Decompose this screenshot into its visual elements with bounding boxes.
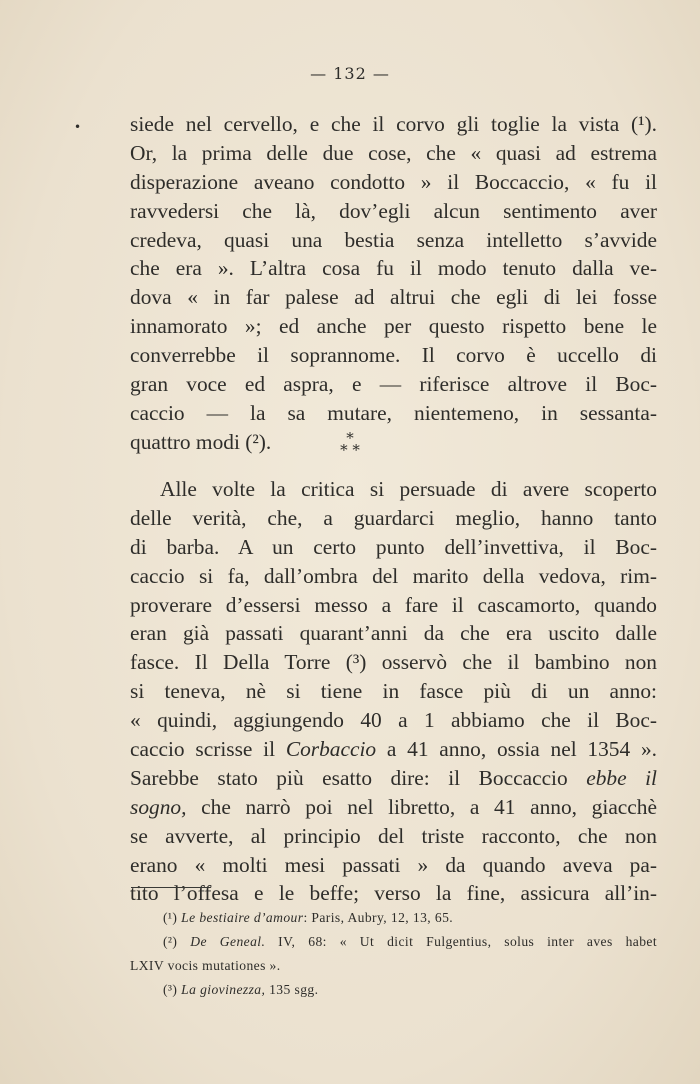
margin-mark: • <box>74 120 82 134</box>
text-line: erano « molti mesi passati » da quando aveva pa- <box>130 852 657 877</box>
text-line: che era ». L’altra cosa fu il modo tenuto dalla ve- <box>130 256 657 281</box>
footnote-3 <box>130 978 657 1002</box>
text-line-italic <box>130 764 657 793</box>
line-text: che narrò poi nel libretto, a 41 anno, giacchè <box>186 794 657 819</box>
line-text: caccio scrisse il <box>130 737 286 762</box>
line-text: a 41 anno, ossia nel 1354 ». <box>376 737 657 762</box>
footnote-1 <box>130 906 657 930</box>
footnotes <box>130 906 657 1002</box>
text-line: Alle volte la critica si persuade di avere scoperto <box>160 477 657 501</box>
footnote-text: 135 sgg. <box>265 982 319 997</box>
footnote-label: (²) <box>163 934 178 949</box>
text-line: si teneva, nè si tiene in fasce più di un anno: <box>130 679 657 704</box>
page-number: — 132 — <box>310 64 390 83</box>
text-line: quattro modi (²). <box>130 429 272 454</box>
footnote-text: IV, 68: « Ut dicit Fulgentius, solus inter aves habet <box>265 934 658 949</box>
footnote-2 <box>130 930 657 954</box>
text-line-italic <box>130 793 657 822</box>
footnote-2-continuation <box>130 954 657 978</box>
italic-phrase: sogno, <box>130 794 187 819</box>
footnote-title: De Geneal. <box>190 934 266 949</box>
text-line: dova « in far palese ad altrui che egli di lei fosse <box>130 285 657 310</box>
text-line: fasce. Il Della Torre (³) osservò che il bambino non <box>130 650 657 675</box>
text-line: « quindi, aggiungendo 40 a 1 abbiamo che il Boc- <box>130 708 657 733</box>
text-line: di barba. A un certo punto dell’invettiva, il Boc- <box>130 534 657 559</box>
text-line: ravvedersi che là, dov’egli alcun sentimento aver <box>130 198 657 223</box>
text-line: gran voce ed aspra, e — riferisce altrove il Boc- <box>130 372 657 397</box>
text-line: proverare d’essersi messo a fare il cascamorto, quando <box>130 592 657 617</box>
text-line: credeva, quasi una bestia senza intelletto s’avvide <box>130 227 657 252</box>
text-line: caccio si fa, dall’ombra del marito della vedova, rim- <box>130 563 657 588</box>
text-line: se avverte, al principio del triste racconto, che non <box>130 823 657 848</box>
italic-title: Corbaccio <box>285 737 377 762</box>
italic-phrase: ebbe il <box>586 765 657 790</box>
footnote-text: : Paris, Aubry, 12, 13, 65. <box>303 910 454 925</box>
text-line: tito l’offesa e le beffe; verso la fine, assicura all’in- <box>130 881 657 906</box>
text-line: Or, la prima delle due cose, che « quasi ad estrema <box>130 140 657 165</box>
footnote-title: Le bestiaire d’amour <box>181 910 304 925</box>
text-line: delle verità, che, a guardarci meglio, hanno tanto <box>130 505 657 530</box>
text-line: siede nel cervello, e che il corvo gli toglie la vista (¹). <box>130 112 657 136</box>
text-line: eran già passati quarant’anni da che era uscito dalle <box>130 621 657 646</box>
text-line: innamorato »; ed anche per questo rispetto bene le <box>130 314 657 339</box>
line-text: Sarebbe stato più esatto dire: il Boccaccio <box>130 765 587 790</box>
footnote-text: LXIV vocis mutationes ». <box>130 958 281 973</box>
section-separator <box>0 429 700 459</box>
footnote-label: (¹) <box>163 910 178 925</box>
text-line-italic <box>130 735 657 764</box>
text-line: caccio — la sa mutare, nientemeno, in sessanta- <box>130 400 657 425</box>
footnote-divider <box>131 887 211 888</box>
text-line: disperazione aveano condotto » il Boccaccio, « fu il <box>130 169 657 194</box>
paragraph-2 <box>130 475 657 908</box>
footnote-label: (³) <box>163 982 178 997</box>
asterism: * * * <box>340 429 360 459</box>
text-line: converrebbe il soprannome. Il corvo è uccello di <box>130 343 657 368</box>
paragraph-1 <box>130 110 657 457</box>
footnote-title: La giovinezza, <box>181 982 266 997</box>
